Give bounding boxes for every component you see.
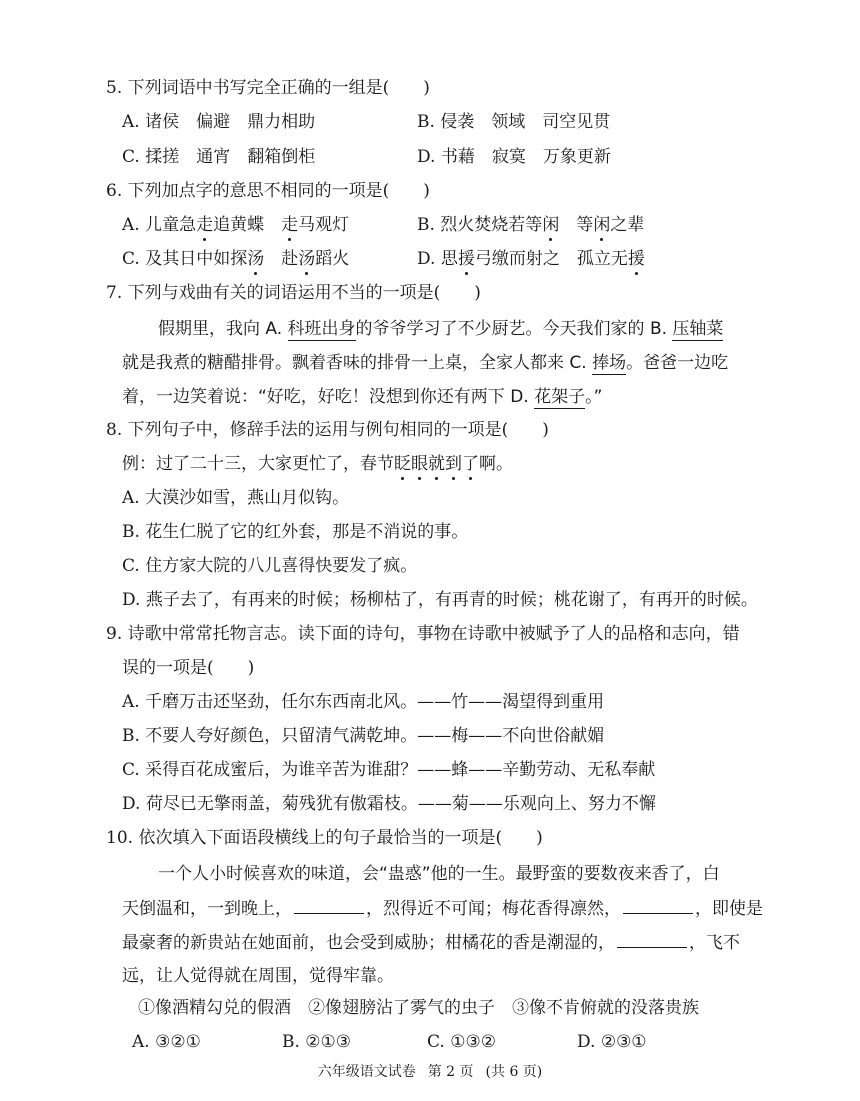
q10-option-d: D. ②③①: [577, 1032, 647, 1052]
dotted-char: 到: [445, 454, 462, 474]
q10-stem: 10. 依次填入下面语段横线上的句子最恰当的一项是( ): [106, 828, 543, 848]
q10-candidate-sentences: ①像酒精勾兑的假酒 ②像翅膀沾了雾气的虫子 ③像不肯俯就的没落贵族: [138, 998, 699, 1018]
q10-paragraph-line-2: 天倒温和，一到晚上， ，烈得近不可闻；梅花香得凛然， ，即使是: [122, 899, 763, 919]
q8-option-a: A. 大漠沙如雪，燕山月似钩。: [122, 488, 350, 508]
q5-option-d: D. 书藉 寂寞 万象更新: [417, 147, 611, 167]
q8-option-c: C. 住方家大院的八儿喜得快要发了疯。: [122, 556, 418, 576]
q7-underlined-term-b: 压轴菜: [672, 319, 724, 339]
q9-option-d: D. 荷尽已无擎雨盖，菊残犹有傲霜枝。——菊——乐观向上、努力不懈: [122, 794, 656, 814]
dotted-char: 了: [462, 454, 479, 474]
dotted-char: 闲: [542, 215, 560, 235]
dotted-char: 走: [281, 215, 299, 235]
dotted-char: 就: [428, 454, 445, 474]
answer-blank-2: [623, 897, 693, 914]
answer-blank-1: [294, 897, 364, 914]
q8-example: 例：过了二十三，大家更忙了，春节眨眼就到了啊。: [122, 454, 513, 474]
q8-option-d: D. 燕子去了，有再来的时候；杨柳枯了，有再青的时候；桃花谢了，有再开的时候。: [122, 590, 758, 610]
q7-underlined-term-c: 捧场: [592, 353, 627, 373]
q5-stem: 5. 下列词语中书写完全正确的一组是( ): [106, 78, 430, 98]
q10-option-a: A. ③②①: [132, 1032, 201, 1052]
total-pages: (共 6 页): [485, 1064, 543, 1080]
dotted-char: 援: [627, 249, 645, 269]
q8-stem: 8. 下列句子中，修辞手法的运用与例句相同的一项是( ): [106, 420, 549, 440]
q9-option-c: C. 采得百花成蜜后，为谁辛苦为谁甜？——蜂——辛勤劳动、无私奉献: [122, 760, 656, 780]
page-number: 第 2 页: [427, 1064, 474, 1080]
q5-option-b: B. 侵袭 领域 司空见贯: [417, 112, 611, 132]
exam-title: 六年级语文试卷: [317, 1064, 416, 1080]
q6-option-a: A. 儿童急走追黄蝶 走马观灯: [122, 215, 350, 235]
answer-blank-3: [617, 931, 687, 948]
q7-stem: 7. 下列与戏曲有关的词语运用不当的一项是( ): [106, 283, 481, 303]
q6-stem: 6. 下列加点字的意思不相同的一项是( ): [106, 181, 430, 201]
q8-option-b: B. 花生仁脱了它的红外套，那是不消说的事。: [122, 522, 469, 542]
q10-paragraph-line-1: 一个人小时候喜欢的味道，会“蛊惑”他的一生。最野蛮的要数夜来香了，白: [158, 864, 720, 884]
q7-paragraph-line-3: 着，一边笑着说：“好吃，好吃！没想到你还有两下 D. 花架子。”: [122, 387, 603, 407]
q5-option-a: A. 诸侯 偏避 鼎力相助: [122, 112, 316, 132]
q7-paragraph-line-1: 假期里，我向 A. 科班出身的爷爷学习了不少厨艺。今天我们家的 B. 压轴菜: [158, 319, 724, 339]
q7-paragraph-line-2: 就是我煮的糖醋排骨。飘着香味的排骨一上桌，全家人都来 C. 捧场。爸爸一边吃: [122, 353, 729, 373]
dotted-char: 眨: [394, 454, 411, 474]
q7-underlined-term-a: 科班出身: [287, 319, 356, 339]
dotted-char: 走: [196, 215, 214, 235]
page-footer: [0, 1063, 860, 1081]
q9-option-b: B. 不要人夸好颜色，只留清气满乾坤。——梅——不向世俗献媚: [122, 726, 605, 746]
q10-paragraph-line-3: 最豪奢的新贵站在她面前，也会受到威胁；柑橘花的香是潮湿的， ，飞不: [122, 933, 740, 953]
dotted-char: 汤: [298, 249, 316, 269]
q9-stem-line-1: 9. 诗歌中常常托物言志。读下面的诗句，事物在诗歌中被赋予了人的品格和志向，错: [106, 624, 740, 644]
q9-option-a: A. 千磨万击还坚劲，任尔东西南北风。——竹——渴望得到重用: [122, 692, 605, 712]
q6-option-b: B. 烈火焚烧若等闲 等闲之辈: [417, 215, 645, 235]
q9-stem-line-2: 误的一项是( ): [122, 658, 255, 678]
q7-underlined-term-d: 花架子: [534, 387, 586, 407]
q10-option-c: C. ①③②: [427, 1032, 496, 1052]
dotted-char: 汤: [247, 249, 265, 269]
dotted-char: 眼: [411, 454, 428, 474]
dotted-char: 援: [457, 249, 475, 269]
q5-option-c: C. 揉搓 通宵 翻箱倒柜: [122, 147, 316, 167]
q6-option-c: C. 及其日中如探汤 赴汤蹈火: [122, 249, 350, 269]
q6-option-d: D. 思援弓缴而射之 孤立无援: [417, 249, 645, 269]
q10-paragraph-line-4: 远，让人觉得就在周围，觉得牢靠。: [122, 966, 394, 986]
q10-option-b: B. ②①③: [282, 1032, 352, 1052]
dotted-char: 闲: [593, 215, 611, 235]
